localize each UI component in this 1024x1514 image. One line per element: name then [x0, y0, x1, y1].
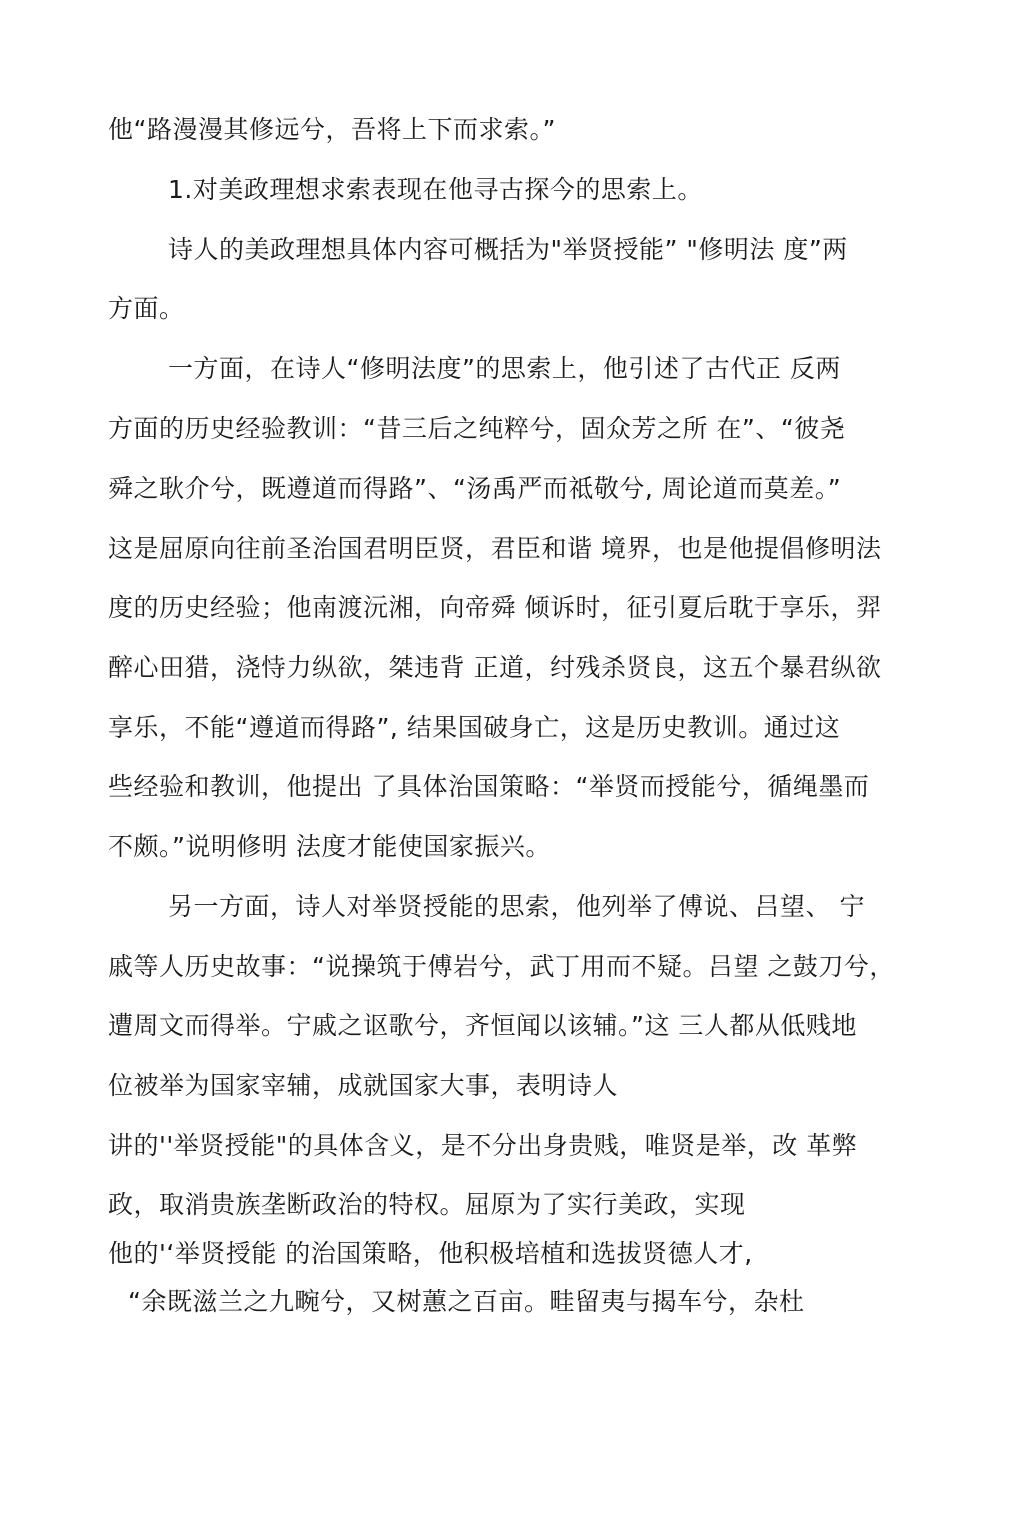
text-line: 讲的''举贤授能"的具体含义，是不分出身贵贱，唯贤是举，改 革弊 — [108, 1131, 858, 1160]
text-line: 这是屈原向往前圣治国君明臣贤，君臣和谐 境界，也是他提倡修明法 — [108, 534, 882, 563]
text-line: 舜之耿介兮，既遵道而得路”、“汤禹严而祗敬兮, 周论道而莫差。” — [108, 474, 842, 503]
text-line: 享乐，不能“遵道而得路”, 结果国破身亡，这是历史教训。通过这 — [108, 713, 841, 742]
text-line: 他的'‘举贤授能 的治国策略，他积极培植和选拔贤德人才, — [108, 1239, 753, 1268]
text-line: 他“路漫漫其修远兮，吾将上下而求索。” — [108, 115, 556, 144]
text-line: 戚等人历史故事：“说操筑于傅岩兮，武丁用而不疑。吕望 之鼓刀兮， — [108, 952, 895, 981]
text-line: 1.对美政理想求索表现在他寻古探今的思索上。 — [168, 175, 703, 204]
text-line: 另一方面，诗人对举贤授能的思索，他列举了傅说、吕望、 宁 — [168, 892, 865, 921]
text-line: 政，取消贵族垄断政治的特权。屈原为了实行美政，实现 — [108, 1190, 746, 1219]
text-line: 些经验和教训，他提出 了具体治国策略：“举贤而授能兮，循绳墨而 — [108, 772, 870, 801]
text-line: “余既滋兰之九畹兮，又树蕙之百亩。畦留夷与揭车兮，杂杜 — [128, 1287, 805, 1316]
text-line: 不颇。”说明修明 法度才能使国家振兴。 — [108, 832, 551, 861]
text-line: 度的历史经验；他南渡沅湘，向帝舜 倾诉时，征引夏后耽于享乐，羿 — [108, 593, 882, 622]
text-line: 一方面，在诗人“修明法度”的思索上，他引述了古代正 反两 — [168, 354, 841, 383]
text-line: 诗人的美政理想具体内容可概括为"举贤授能” "修明法 度”两 — [168, 235, 848, 264]
text-line: 方面的历史经验教训：“昔三后之纯粹兮，固众芳之所 在”、“彼尧 — [108, 414, 846, 443]
text-line: 醉心田猎，浇恃力纵欲，桀违背 正道，纣残杀贤良，这五个暴君纵欲 — [108, 653, 882, 682]
text-line: 位被举为国家宰辅，成就国家大事，表明诗人 — [108, 1071, 619, 1100]
text-line: 遭周文而得举。宁戚之讴歌兮，齐恒闻以该辅。”这 三人都从低贱地 — [108, 1011, 857, 1040]
text-line: 方面。 — [108, 294, 185, 323]
